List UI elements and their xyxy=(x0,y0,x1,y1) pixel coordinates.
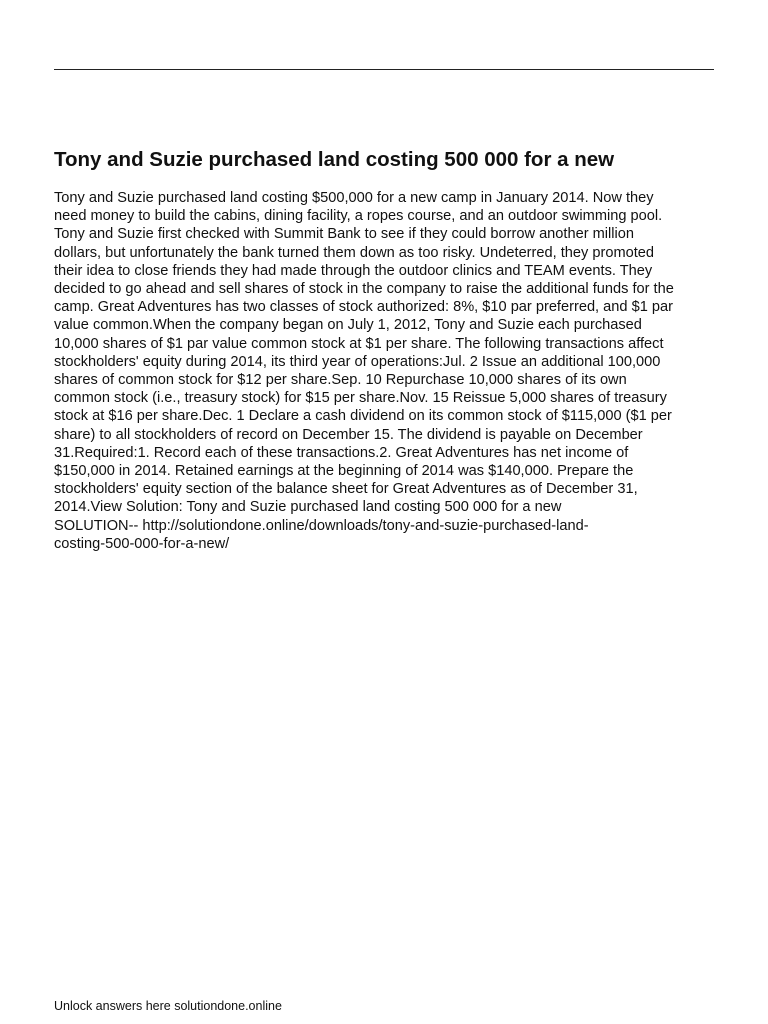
body-line: stockholders' equity section of the balance sheet for Great Adventures as of December 31, xyxy=(54,481,638,498)
solution-link-line[interactable]: SOLUTION-- http://solutiondone.online/downloads/tony-and-suzie-purchased-land- xyxy=(54,517,589,534)
solution-link-line[interactable]: costing-500-000-for-a-new/ xyxy=(54,535,230,552)
body-line: dollars, but unfortunately the bank turned them down as too risky. Undeterred, they promoted xyxy=(54,244,655,261)
body-line: camp. Great Adventures has two classes of stock authorized: 8%, $10 par preferred, and $1 par xyxy=(54,299,673,316)
body-line: 31.Required:1. Record each of these transactions.2. Great Adventures has net income of xyxy=(54,444,629,461)
body-line: common stock (i.e., treasury stock) for $15 per share.Nov. 15 Reissue 5,000 shares of treasury xyxy=(54,390,667,407)
body-line: Tony and Suzie purchased land costing $500,000 for a new camp in January 2014. Now they xyxy=(54,190,654,206)
body-line: decided to go ahead and sell shares of stock in the company to raise the additional funds for the xyxy=(54,281,674,298)
body-line: 10,000 shares of $1 par value common stock at $1 per share. The following transactions affect xyxy=(54,335,664,352)
document-title: Tony and Suzie purchased land costing 500 000 for a new xyxy=(54,148,615,171)
document-body xyxy=(54,189,719,553)
body-line: stockholders' equity during 2014, its third year of operations:Jul. 2 Issue an additional 100,000 xyxy=(54,353,661,370)
body-line: 2014.View Solution: Tony and Suzie purchased land costing 500 000 for a new xyxy=(54,499,562,516)
body-line: shares of common stock for $12 per share.Sep. 10 Repurchase 10,000 shares of its own xyxy=(54,372,627,389)
body-line: $150,000 in 2014. Retained earnings at the beginning of 2014 was $140,000. Prepare the xyxy=(54,463,634,480)
header-rule xyxy=(54,69,714,70)
body-line: value common.When the company began on July 1, 2012, Tony and Suzie each purchased xyxy=(54,317,642,334)
body-line: need money to build the cabins, dining facility, a ropes course, and an outdoor swimming pool. xyxy=(54,208,663,225)
body-line: stock at $16 per share.Dec. 1 Declare a cash dividend on its common stock of $115,000 ($1 per xyxy=(54,408,672,425)
body-line: share) to all stockholders of record on December 15. The dividend is payable on December xyxy=(54,426,643,443)
body-line: Tony and Suzie first checked with Summit Bank to see if they could borrow another million xyxy=(54,226,634,243)
body-line: their idea to close friends they had made through the outdoor clinics and TEAM events. They xyxy=(54,262,653,279)
footer-note: Unlock answers here solutiondone.online xyxy=(54,999,282,1013)
